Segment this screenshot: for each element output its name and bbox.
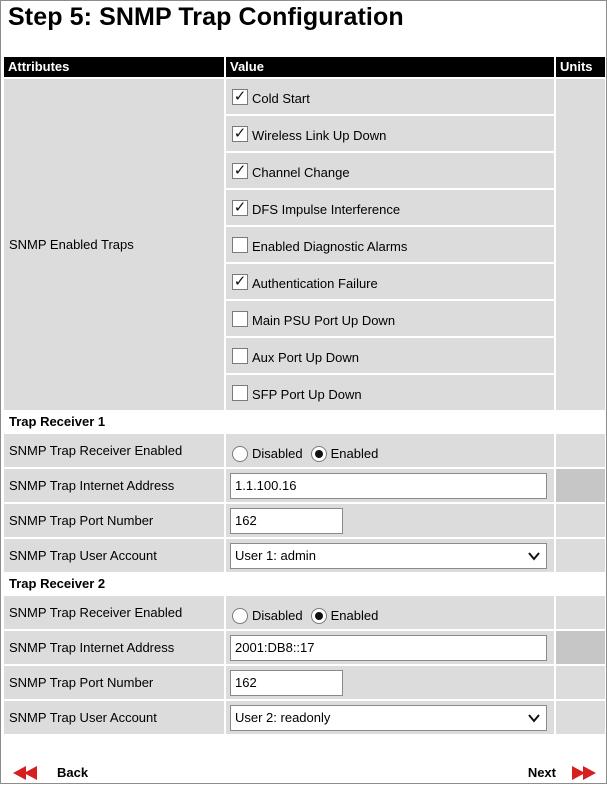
receiver-2-enabled-label: SNMP Trap Receiver Enabled (4, 596, 224, 629)
trap-row[interactable] (226, 116, 554, 151)
radio-label-enabled: Enabled (330, 608, 379, 623)
receiver-1-enabled-label: SNMP Trap Receiver Enabled (4, 434, 224, 467)
wizard-navigation (1, 761, 607, 785)
trap-checkbox-sfp-port[interactable] (232, 385, 248, 401)
next-label: Next (527, 765, 556, 780)
receiver-2-address-units (556, 631, 605, 664)
trap-row[interactable] (226, 338, 554, 373)
double-right-arrow-icon (566, 766, 596, 780)
receiver-2-enabled-radios (226, 596, 554, 629)
receiver-2-disabled-radio[interactable] (232, 608, 248, 624)
trap-checkbox-aux-port[interactable] (232, 348, 248, 364)
trap-label: Cold Start (252, 91, 310, 106)
trap-row[interactable] (226, 375, 554, 410)
receiver-1-address-units (556, 469, 605, 502)
trap-label: Wireless Link Up Down (252, 128, 387, 143)
trap-checkbox-channel-change[interactable]: ✓ (233, 161, 247, 179)
receiver-2-account-label: SNMP Trap User Account (4, 701, 224, 734)
receiver-2-title: Trap Receiver 2 (9, 576, 106, 591)
receiver-2-account-select[interactable] (230, 705, 547, 731)
receiver-2-address-input[interactable]: 2001:DB8::17 (230, 635, 547, 661)
trap-label: Channel Change (252, 165, 350, 180)
header-attributes: Attributes (4, 57, 224, 77)
trap-checkbox-diagnostic[interactable] (232, 237, 248, 253)
receiver-1-address-cell (226, 469, 554, 502)
receiver-2-account-units (556, 701, 605, 734)
receiver-1-port-cell (226, 504, 554, 537)
receiver-1-address-input[interactable]: 1.1.100.16 (230, 473, 547, 499)
trap-row[interactable] (226, 153, 554, 188)
receiver-1-title: Trap Receiver 1 (9, 414, 106, 429)
radio-label-disabled: Disabled (252, 608, 303, 623)
trap-label: Main PSU Port Up Down (252, 313, 396, 328)
next-button[interactable] (528, 765, 596, 780)
radio-label-disabled: Disabled (252, 446, 303, 461)
receiver-1-port-input[interactable]: 162 (230, 508, 343, 534)
receiver-2-port-cell (226, 666, 554, 699)
receiver-1-account-label: SNMP Trap User Account (4, 539, 224, 572)
enabled-traps-label-text: SNMP Enabled Traps (9, 237, 134, 252)
receiver-1-account-units (556, 539, 605, 572)
back-label: Back (57, 765, 89, 780)
header-value: Value (226, 57, 554, 77)
double-left-arrow-icon (13, 766, 43, 780)
page-title: Step 5: SNMP Trap Configuration (8, 3, 404, 31)
receiver-2-port-label: SNMP Trap Port Number (4, 666, 224, 699)
receiver-1-account-cell (226, 539, 554, 572)
receiver-2-enabled-units (556, 596, 605, 629)
receiver-2-account-value: User 2: readonly (235, 710, 331, 725)
trap-label: SFP Port Up Down (252, 387, 362, 402)
receiver-2-address-cell (226, 631, 554, 664)
trap-row[interactable] (226, 264, 554, 299)
trap-row[interactable] (226, 79, 554, 114)
trap-checkbox-cold-start[interactable]: ✓ (233, 87, 247, 105)
receiver-1-port-units (556, 504, 605, 537)
trap-checkbox-dfs[interactable]: ✓ (233, 198, 247, 216)
trap-checkbox-wireless-link[interactable]: ✓ (233, 124, 247, 142)
header-units: Units (556, 57, 605, 77)
trap-row[interactable] (226, 301, 554, 336)
back-button[interactable] (13, 765, 88, 780)
chevron-down-icon[interactable] (528, 712, 540, 724)
receiver-1-address-label: SNMP Trap Internet Address (4, 469, 224, 502)
receiver-1-enabled-radio[interactable] (311, 446, 327, 462)
receiver-2-enabled-radio[interactable] (311, 608, 327, 624)
receiver-1-account-select[interactable] (230, 543, 547, 569)
chevron-down-icon[interactable] (528, 550, 540, 562)
trap-checkbox-auth-failure[interactable]: ✓ (233, 272, 247, 290)
receiver-1-enabled-units (556, 434, 605, 467)
config-table (4, 57, 604, 736)
trap-label: Enabled Diagnostic Alarms (252, 239, 408, 254)
traps-units (556, 79, 605, 410)
trap-label: Authentication Failure (252, 276, 378, 291)
trap-label: Aux Port Up Down (252, 350, 359, 365)
trap-label: DFS Impulse Interference (252, 202, 401, 217)
receiver-2-port-units (556, 666, 605, 699)
receiver-1-disabled-radio[interactable] (232, 446, 248, 462)
receiver-2-account-cell (226, 701, 554, 734)
receiver-2-port-input[interactable]: 162 (230, 670, 343, 696)
receiver-1-port-label: SNMP Trap Port Number (4, 504, 224, 537)
trap-row[interactable] (226, 227, 554, 262)
trap-row[interactable] (226, 190, 554, 225)
trap-checkbox-main-psu[interactable] (232, 311, 248, 327)
receiver-1-enabled-radios (226, 434, 554, 467)
receiver-2-address-label: SNMP Trap Internet Address (4, 631, 224, 664)
radio-label-enabled: Enabled (330, 446, 379, 461)
receiver-1-account-value: User 1: admin (235, 548, 316, 563)
enabled-traps-label (4, 79, 224, 410)
